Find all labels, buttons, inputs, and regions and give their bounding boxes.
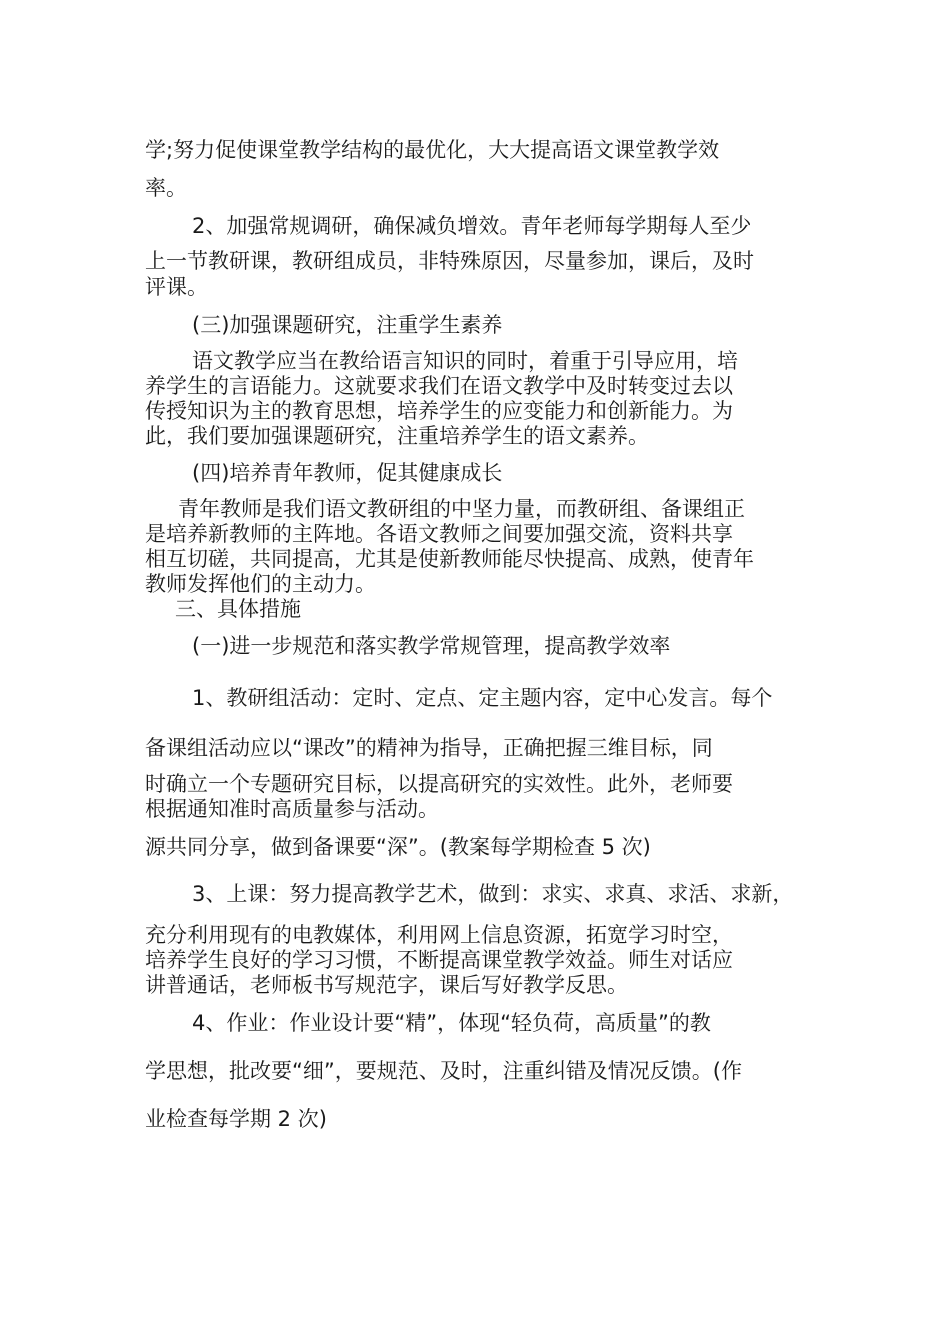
text-line: 养学生的言语能力。这就要求我们在语文教学中及时转变过去以	[145, 374, 733, 398]
section-heading: (三)加强课题研究，注重学生素养	[192, 313, 503, 337]
section-heading: (一)进一步规范和落实教学常规管理，提高教学效率	[192, 634, 671, 658]
text-line: 率。	[145, 176, 187, 200]
text-line: 业检查每学期 2 次)	[145, 1107, 327, 1131]
text-line: 4、作业：作业设计要“精”，体现“轻负荷，高质量”的教	[192, 1011, 711, 1035]
text-line: 是培养新教师的主阵地。各语文教师之间要加强交流，资料共享	[145, 522, 733, 546]
text-line: 培养学生良好的学习习惯，不断提高课堂教学效益。师生对话应	[145, 948, 733, 972]
section-heading: (四)培养青年教师，促其健康成长	[192, 461, 503, 485]
section-heading: 三、具体措施	[175, 597, 301, 621]
text-line: 语文教学应当在教给语言知识的同时，着重于引导应用，培	[192, 349, 738, 373]
text-line: 充分利用现有的电教媒体，利用网上信息资源，拓宽学习时空，	[145, 923, 733, 947]
text-line: 上一节教研课，教研组成员，非特殊原因，尽量参加，课后，及时	[145, 249, 754, 273]
text-line: 3、上课：努力提高教学艺术，做到：求实、求真、求活、求新，	[192, 882, 794, 906]
text-line: 此，我们要加强课题研究，注重培养学生的语文素养。	[145, 424, 649, 448]
text-line: 讲普通话，老师板书写规范字，课后写好教学反思。	[145, 973, 628, 997]
text-line: 1、教研组活动：定时、定点、定主题内容，定中心发言。每个	[192, 686, 773, 710]
text-line: 源共同分享，做到备课要“深”。(教案每学期检查 5 次)	[145, 835, 651, 859]
text-line: 根据通知准时高质量参与活动。	[145, 797, 439, 821]
text-line: 相互切磋，共同提高，尤其是使新教师能尽快提高、成熟，使青年	[145, 547, 754, 571]
text-line: 备课组活动应以“课改”的精神为指导，正确把握三维目标，同	[145, 736, 713, 760]
text-line: 时确立一个专题研究目标，以提高研究的实效性。此外，老师要	[145, 772, 733, 796]
text-line: 学;努力促使课堂教学结构的最优化，大大提高语文课堂教学效	[145, 138, 720, 162]
text-line: 教师发挥他们的主动力。	[145, 572, 376, 596]
text-line: 学思想，批改要“细”，要规范、及时，注重纠错及情况反馈。(作	[145, 1059, 742, 1083]
text-line: 评课。	[145, 275, 208, 299]
text-line: 传授知识为主的教育思想，培养学生的应变能力和创新能力。为	[145, 399, 733, 423]
text-line: 2、加强常规调研，确保减负增效。青年老师每学期每人至少	[192, 214, 752, 238]
text-line: 青年教师是我们语文教研组的中坚力量，而教研组、备课组正	[178, 497, 745, 521]
